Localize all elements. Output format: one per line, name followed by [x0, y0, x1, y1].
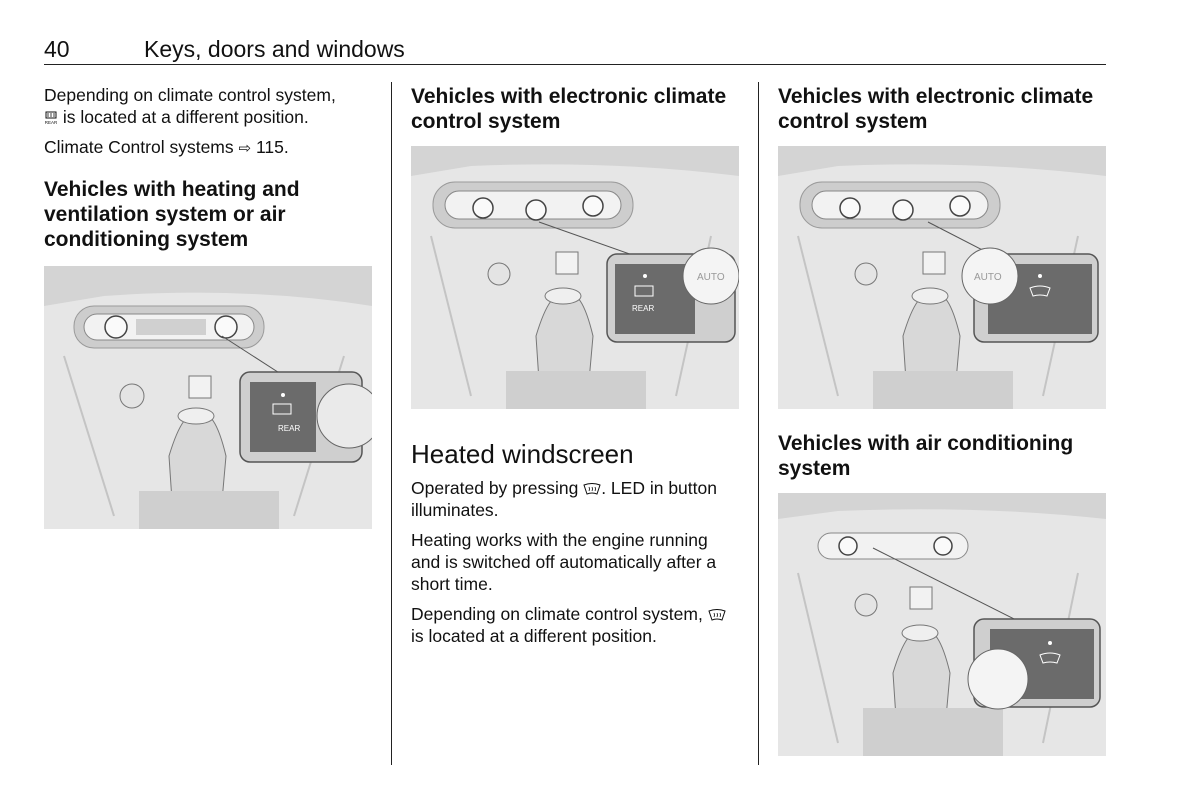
- page-number: 40: [44, 36, 70, 62]
- rear-window-heating-icon: [44, 111, 58, 125]
- column-2: [411, 84, 741, 647]
- svg-text:REAR: REAR: [278, 424, 301, 433]
- air-conditioning-console-illustration: [778, 493, 1106, 756]
- windscreen-heating-icon: [583, 483, 601, 495]
- page-header: [44, 34, 1106, 65]
- location-paragraph: Depending on climate control system, is located at a different position.: [411, 603, 741, 647]
- electronic-climate-windscreen-illustration: [778, 146, 1106, 409]
- electronic-climate-console-illustration: [411, 146, 739, 409]
- column-3: [778, 84, 1108, 756]
- windscreen-heating-icon: [708, 609, 726, 621]
- section-heading: Vehicles with electronic climate control system: [778, 85, 1094, 133]
- section-heading: Vehicles with air conditioning system: [778, 432, 1074, 480]
- svg-text:AUTO: AUTO: [697, 272, 725, 283]
- column-divider: [758, 82, 759, 765]
- intro-paragraph: Depending on climate control system, REAR is located at a different position.: [44, 85, 336, 127]
- operation-paragraph: Operated by pressing . LED in button illuminates.: [411, 478, 717, 520]
- chapter-title: Keys, doors and windows: [144, 36, 405, 62]
- section-heading: Vehicles with heating and ventilation system or air conditioning system: [44, 178, 300, 251]
- svg-text:REAR: REAR: [44, 120, 58, 126]
- heating-paragraph: Heating works with the engine running and is switched off automatically after a short time.: [411, 530, 717, 594]
- column-divider: [391, 82, 392, 765]
- svg-text:AUTO: AUTO: [974, 272, 1002, 283]
- section-heading: Vehicles with electronic climate control system: [411, 85, 727, 133]
- heating-ventilation-console-illustration: [44, 266, 372, 529]
- section-title: Heated windscreen: [411, 439, 634, 469]
- cross-reference: Climate Control systems ⇨ 115.: [44, 137, 289, 157]
- svg-text:REAR: REAR: [632, 304, 655, 313]
- column-1: [44, 84, 374, 529]
- reference-arrow-icon: ⇨: [238, 140, 252, 157]
